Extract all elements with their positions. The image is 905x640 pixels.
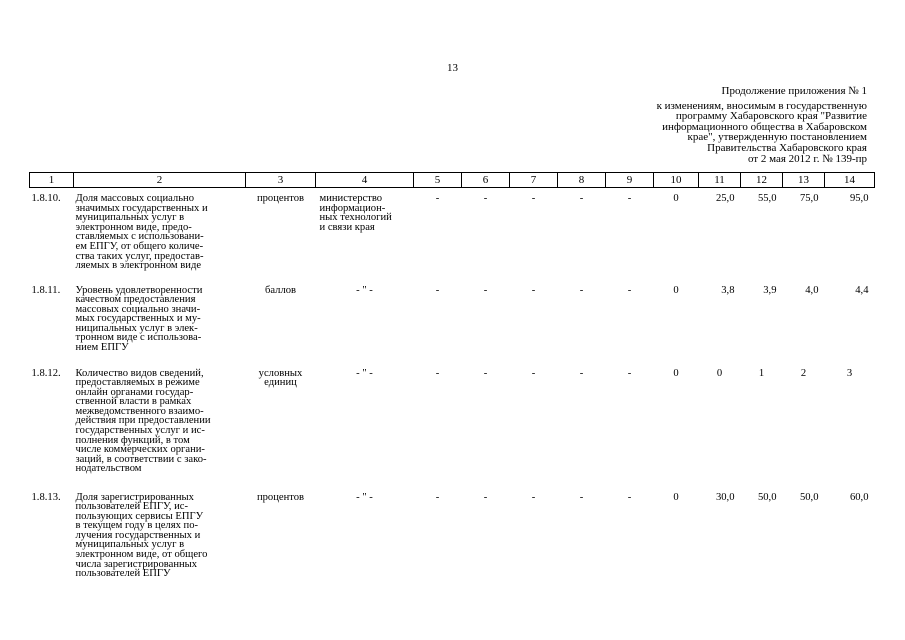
column-header: 9	[606, 173, 654, 188]
unit: условных единиц	[258, 367, 303, 389]
appendix-line: к изменениям, вносимым в государственную	[656, 99, 867, 112]
column-header: 14	[825, 173, 875, 188]
value-cell: -	[435, 284, 440, 296]
value-cell: -	[483, 284, 488, 296]
page-number: 13	[447, 62, 458, 74]
value-cell: 50,0	[757, 491, 777, 503]
value-cell: -	[435, 193, 440, 204]
table-row	[30, 363, 875, 487]
table-row	[30, 487, 875, 587]
column-header: 4	[316, 173, 414, 188]
executor: - " -	[356, 284, 373, 296]
value-cell: -	[435, 367, 440, 379]
table-row	[30, 188, 875, 280]
column-header: 8	[558, 173, 606, 188]
column-header: 5	[414, 173, 462, 188]
column-header: 1	[30, 173, 74, 188]
unit: процентов	[256, 193, 305, 204]
unit: баллов	[264, 284, 297, 296]
value-cell: 60,0	[849, 491, 869, 503]
value-cell: 4,4	[855, 284, 869, 296]
column-header: 11	[699, 173, 741, 188]
column-header: 10	[654, 173, 699, 188]
row-number: 1.8.13.	[31, 491, 61, 503]
value-cell: -	[483, 193, 488, 204]
row-number: 1.8.10.	[31, 193, 61, 204]
value-cell: 3	[846, 367, 853, 379]
value-cell: 30,0	[715, 491, 735, 503]
value-cell: -	[627, 367, 632, 379]
appendix-line: программу Хабаровского края "Развитие	[675, 110, 867, 123]
appendix-line: информационного общества в Хабаровском	[662, 120, 867, 133]
appendix-line: крае", утвержденную постановлением	[687, 131, 867, 144]
appendix-line: от 2 мая 2012 г. № 139-пр	[747, 152, 867, 165]
row-number: 1.8.12.	[31, 367, 61, 379]
column-header: 3	[246, 173, 316, 188]
indicator-name: Доля зарегистрированных пользователей ЕПГУ, ис- пользующих сервисы ЕПГУ в текущем году в целях по- лучения государственных и муниципальных услуг в электронном виде, от общего числа зарегистрированных пользователей ЕПГУ	[75, 491, 208, 580]
value-cell: -	[435, 491, 440, 503]
value-cell: -	[531, 491, 536, 503]
value-cell: 25,0	[715, 193, 735, 204]
value-cell: 50,0	[799, 491, 819, 503]
column-header: 2	[74, 173, 246, 188]
row-number: 1.8.11.	[31, 284, 61, 296]
value-cell: -	[627, 193, 632, 204]
value-cell: -	[483, 367, 488, 379]
indicator-name: Уровень удовлетворенности качеством предоставления массовых социально значи- мых государственных и му- ниципальных услуг в элек- тронном виде с использова- нием ЕПГУ	[75, 284, 203, 354]
column-header: 7	[510, 173, 558, 188]
column-header: 12	[741, 173, 783, 188]
value-cell: 3,8	[721, 284, 735, 296]
value-cell: -	[579, 491, 584, 503]
value-cell: -	[483, 491, 488, 503]
value-cell: -	[579, 193, 584, 204]
value-cell: -	[531, 367, 536, 379]
value-cell: -	[579, 284, 584, 296]
value-cell: 0	[673, 491, 679, 503]
appendix-header	[597, 86, 867, 164]
executor: - " -	[356, 491, 373, 503]
executor: министерство информацион- ных технологий и связи края	[319, 193, 392, 233]
value-cell: 1	[758, 367, 765, 379]
value-cell: -	[531, 193, 536, 204]
indicators-table	[29, 172, 875, 587]
value-cell: 0	[716, 367, 723, 379]
value-cell: -	[579, 367, 584, 379]
value-cell: 4,0	[805, 284, 819, 296]
value-cell: -	[627, 284, 632, 296]
indicator-name: Доля массовых социально значимых государственных и муниципальных услуг в электронном виде, предо- ставляемых с использовани- ем ЕПГУ, от общего количе- ства таких услуг, предостав- ляемых в электронном виде	[75, 193, 208, 272]
value-cell: 0	[673, 284, 679, 296]
column-header: 6	[462, 173, 510, 188]
value-cell: -	[531, 284, 536, 296]
appendix-line: Правительства Хабаровского края	[707, 141, 867, 154]
unit: процентов	[256, 491, 305, 503]
value-cell: 2	[800, 367, 807, 379]
column-header: 13	[783, 173, 825, 188]
value-cell: 55,0	[757, 193, 777, 204]
value-cell: -	[627, 491, 632, 503]
value-cell: 0	[673, 193, 679, 204]
executor: - " -	[356, 367, 373, 379]
value-cell: 0	[673, 367, 679, 379]
indicator-name: Количество видов сведений, предоставляемых в режиме онлайн органами государ- ственной власти в рамках межведомственного взаимо- действия при предоставлении государственных услуг и ис- полнения функций, в том числе коммерческих органи- заций, в соответствии с зако- нодательством	[75, 367, 211, 475]
value-cell: 95,0	[849, 193, 869, 204]
table-row	[30, 280, 875, 363]
appendix-title: Продолжение приложения № 1	[721, 85, 867, 97]
value-cell: 75,0	[799, 193, 819, 204]
value-cell: 3,9	[763, 284, 777, 296]
header-row	[30, 173, 875, 188]
